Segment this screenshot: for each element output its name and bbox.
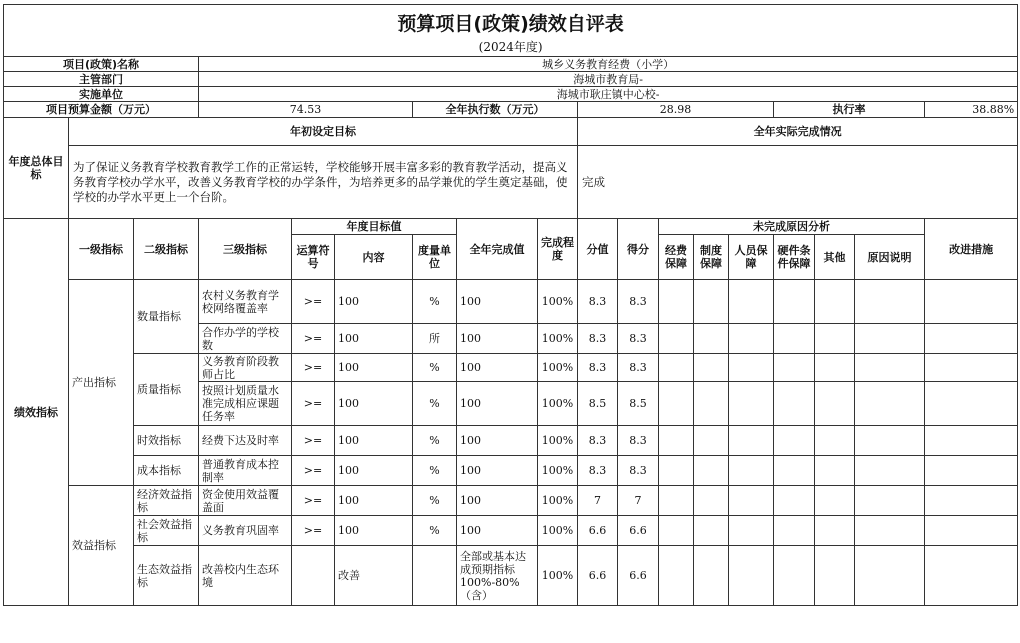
empty-cell xyxy=(815,354,855,382)
empty-cell xyxy=(925,426,1018,456)
header-target-group: 年度目标值 xyxy=(292,219,457,235)
empty-cell xyxy=(815,456,855,486)
actual-cell: 100 xyxy=(457,456,538,486)
actual-cell: 100 xyxy=(457,354,538,382)
header-level3: 三级指标 xyxy=(199,219,292,280)
empty-cell xyxy=(855,324,925,354)
indicator-name: 按照计划质量水准完成相应课题任务率 xyxy=(199,382,292,426)
empty-cell xyxy=(855,516,925,546)
dept-label: 主管部门 xyxy=(4,72,199,87)
rate-value: 38.88% xyxy=(925,102,1018,118)
actual-cell: 100 xyxy=(457,324,538,354)
empty-cell xyxy=(855,354,925,382)
unit-cell: % xyxy=(413,486,457,516)
operator-cell: >= xyxy=(292,486,335,516)
header-explain: 原因说明 xyxy=(855,235,925,280)
unit-cell: % xyxy=(413,280,457,324)
empty-cell xyxy=(729,354,774,382)
report-year: (2024年度) xyxy=(4,39,1018,57)
indicator-name: 合作办学的学校数 xyxy=(199,324,292,354)
unit-label: 实施单位 xyxy=(4,87,199,102)
empty-cell xyxy=(815,280,855,324)
empty-cell xyxy=(925,280,1018,324)
operator-cell: >= xyxy=(292,354,335,382)
empty-cell xyxy=(925,456,1018,486)
score-cell: 8.3 xyxy=(618,324,659,354)
value-cell: 6.6 xyxy=(578,516,618,546)
empty-cell xyxy=(694,426,729,456)
unit-cell: % xyxy=(413,516,457,546)
empty-cell xyxy=(855,546,925,606)
operator-cell: >= xyxy=(292,426,335,456)
empty-cell xyxy=(729,516,774,546)
empty-cell xyxy=(774,382,815,426)
indicator-name: 资金使用效益覆盖面 xyxy=(199,486,292,516)
value-cell: 6.6 xyxy=(578,546,618,606)
content-cell: 100 xyxy=(335,426,413,456)
group-quality: 质量指标 xyxy=(134,354,199,426)
actual-cell: 100 xyxy=(457,426,538,456)
empty-cell xyxy=(855,456,925,486)
empty-cell xyxy=(774,354,815,382)
empty-cell xyxy=(925,354,1018,382)
actual-result-text: 完成 xyxy=(578,146,1018,219)
score-cell: 8.3 xyxy=(618,354,659,382)
empty-cell xyxy=(694,456,729,486)
header-level1: 一级指标 xyxy=(69,219,134,280)
empty-cell xyxy=(855,382,925,426)
score-cell: 6.6 xyxy=(618,546,659,606)
actual-cell: 100 xyxy=(457,516,538,546)
group-cost: 成本指标 xyxy=(134,456,199,486)
score-cell: 8.3 xyxy=(618,280,659,324)
content-cell: 100 xyxy=(335,324,413,354)
empty-cell xyxy=(815,382,855,426)
table-row xyxy=(4,516,1018,546)
executed-value: 28.98 xyxy=(578,102,774,118)
group-economic: 经济效益指标 xyxy=(134,486,199,516)
empty-cell xyxy=(729,426,774,456)
completion-cell: 100% xyxy=(538,546,578,606)
indicator-name: 义务教育阶段教师占比 xyxy=(199,354,292,382)
operator-cell: >= xyxy=(292,516,335,546)
header-content: 内容 xyxy=(335,235,413,280)
header-fund: 经费保障 xyxy=(659,235,694,280)
score-cell: 8.3 xyxy=(618,456,659,486)
operator-cell: >= xyxy=(292,456,335,486)
content-cell: 100 xyxy=(335,280,413,324)
completion-cell: 100% xyxy=(538,426,578,456)
empty-cell xyxy=(694,280,729,324)
header-score: 得分 xyxy=(618,219,659,280)
empty-cell xyxy=(659,324,694,354)
project-name-label: 项目(政策)名称 xyxy=(4,57,199,72)
completion-cell: 100% xyxy=(538,382,578,426)
value-cell: 8.3 xyxy=(578,324,618,354)
group-benefit: 效益指标 xyxy=(69,486,134,606)
empty-cell xyxy=(729,456,774,486)
empty-cell xyxy=(774,426,815,456)
group-quantity: 数量指标 xyxy=(134,280,199,354)
unit-cell: % xyxy=(413,456,457,486)
content-cell: 100 xyxy=(335,486,413,516)
empty-cell xyxy=(774,324,815,354)
operator-cell: >= xyxy=(292,324,335,354)
budget-value: 74.53 xyxy=(199,102,413,118)
content-cell: 100 xyxy=(335,456,413,486)
indicator-name: 改善校内生态环境 xyxy=(199,546,292,606)
value-cell: 8.3 xyxy=(578,354,618,382)
actual-cell: 全部或基本达成预期指标100%-80%（含） xyxy=(457,546,538,606)
completion-cell: 100% xyxy=(538,280,578,324)
group-ecological: 生态效益指标 xyxy=(134,546,199,606)
empty-cell xyxy=(659,486,694,516)
operator-cell: >= xyxy=(292,382,335,426)
planned-goal-header: 年初设定目标 xyxy=(69,118,578,146)
value-cell: 8.3 xyxy=(578,280,618,324)
indicator-name: 义务教育巩固率 xyxy=(199,516,292,546)
planned-goal-text: 为了保证义务教育学校教育教学工作的正常运转，学校能够开展丰富多彩的教育教学活动，提高义务教育学校办学水平，改善义务教育学校的办学条件，为培养更多的品学兼优的学生奠定基础，使学校的办学水平更上一个台阶。 xyxy=(69,146,578,219)
empty-cell xyxy=(729,486,774,516)
table-row xyxy=(4,280,1018,324)
empty-cell xyxy=(659,546,694,606)
empty-cell xyxy=(659,426,694,456)
group-social: 社会效益指标 xyxy=(134,516,199,546)
unit-value: 海城市耿庄镇中心校- xyxy=(199,87,1018,102)
empty-cell xyxy=(694,516,729,546)
header-operator: 运算符号 xyxy=(292,235,335,280)
empty-cell xyxy=(855,280,925,324)
completion-cell: 100% xyxy=(538,324,578,354)
empty-cell xyxy=(815,516,855,546)
actual-result-header: 全年实际完成情况 xyxy=(578,118,1018,146)
table-row xyxy=(4,486,1018,516)
header-staff: 人员保障 xyxy=(729,235,774,280)
indicator-name: 普通教育成本控制率 xyxy=(199,456,292,486)
empty-cell xyxy=(729,280,774,324)
completion-cell: 100% xyxy=(538,354,578,382)
empty-cell xyxy=(659,382,694,426)
score-cell: 7 xyxy=(618,486,659,516)
empty-cell xyxy=(694,354,729,382)
table-row xyxy=(4,456,1018,486)
empty-cell xyxy=(659,280,694,324)
empty-cell xyxy=(925,516,1018,546)
value-cell: 8.3 xyxy=(578,456,618,486)
empty-cell xyxy=(925,546,1018,606)
value-cell: 8.3 xyxy=(578,426,618,456)
empty-cell xyxy=(659,456,694,486)
content-cell: 100 xyxy=(335,354,413,382)
empty-cell xyxy=(694,546,729,606)
value-cell: 7 xyxy=(578,486,618,516)
indicator-name: 经费下达及时率 xyxy=(199,426,292,456)
header-system: 制度保障 xyxy=(694,235,729,280)
empty-cell xyxy=(815,546,855,606)
value-cell: 8.5 xyxy=(578,382,618,426)
group-timeliness: 时效指标 xyxy=(134,426,199,456)
content-cell: 改善 xyxy=(335,546,413,606)
empty-cell xyxy=(774,516,815,546)
empty-cell xyxy=(855,486,925,516)
operator-cell: >= xyxy=(292,280,335,324)
empty-cell xyxy=(694,486,729,516)
indicator-name: 农村义务教育学校网络覆盖率 xyxy=(199,280,292,324)
page-title: 预算项目(政策)绩效自评表 xyxy=(4,5,1018,39)
actual-cell: 100 xyxy=(457,280,538,324)
header-score-value: 分值 xyxy=(578,219,618,280)
unit-cell: % xyxy=(413,354,457,382)
score-cell: 8.3 xyxy=(618,426,659,456)
table-row xyxy=(4,546,1018,606)
unit-cell xyxy=(413,546,457,606)
rate-label: 执行率 xyxy=(774,102,925,118)
header-level2: 二级指标 xyxy=(134,219,199,280)
table-row xyxy=(4,354,1018,382)
header-reason-group: 未完成原因分析 xyxy=(659,219,925,235)
header-unit: 度量单位 xyxy=(413,235,457,280)
header-actual: 全年完成值 xyxy=(457,219,538,280)
empty-cell xyxy=(729,324,774,354)
empty-cell xyxy=(815,324,855,354)
empty-cell xyxy=(694,382,729,426)
empty-cell xyxy=(925,324,1018,354)
empty-cell xyxy=(815,486,855,516)
table-row xyxy=(4,426,1018,456)
group-output: 产出指标 xyxy=(69,280,134,486)
empty-cell xyxy=(729,382,774,426)
header-improve: 改进措施 xyxy=(925,219,1018,280)
budget-label: 项目预算金额（万元） xyxy=(4,102,199,118)
empty-cell xyxy=(659,354,694,382)
executed-label: 全年执行数（万元） xyxy=(413,102,578,118)
empty-cell xyxy=(855,426,925,456)
empty-cell xyxy=(815,426,855,456)
completion-cell: 100% xyxy=(538,486,578,516)
empty-cell xyxy=(774,486,815,516)
header-other: 其他 xyxy=(815,235,855,280)
unit-cell: % xyxy=(413,426,457,456)
empty-cell xyxy=(774,546,815,606)
header-completion: 完成程度 xyxy=(538,219,578,280)
empty-cell xyxy=(774,456,815,486)
actual-cell: 100 xyxy=(457,486,538,516)
empty-cell xyxy=(925,382,1018,426)
completion-cell: 100% xyxy=(538,516,578,546)
operator-cell xyxy=(292,546,335,606)
actual-cell: 100 xyxy=(457,382,538,426)
header-hardware: 硬件条件保障 xyxy=(774,235,815,280)
score-cell: 6.6 xyxy=(618,516,659,546)
completion-cell: 100% xyxy=(538,456,578,486)
evaluation-table xyxy=(3,4,1018,606)
unit-cell: % xyxy=(413,382,457,426)
unit-cell: 所 xyxy=(413,324,457,354)
score-cell: 8.5 xyxy=(618,382,659,426)
project-name: 城乡义务教育经费（小学） xyxy=(199,57,1018,72)
content-cell: 100 xyxy=(335,382,413,426)
annual-goal-label: 年度总体目标 xyxy=(4,118,69,219)
dept-value: 海城市教育局- xyxy=(199,72,1018,87)
empty-cell xyxy=(925,486,1018,516)
empty-cell xyxy=(774,280,815,324)
empty-cell xyxy=(659,516,694,546)
empty-cell xyxy=(729,546,774,606)
content-cell: 100 xyxy=(335,516,413,546)
empty-cell xyxy=(694,324,729,354)
performance-section-label: 绩效指标 xyxy=(4,219,69,606)
